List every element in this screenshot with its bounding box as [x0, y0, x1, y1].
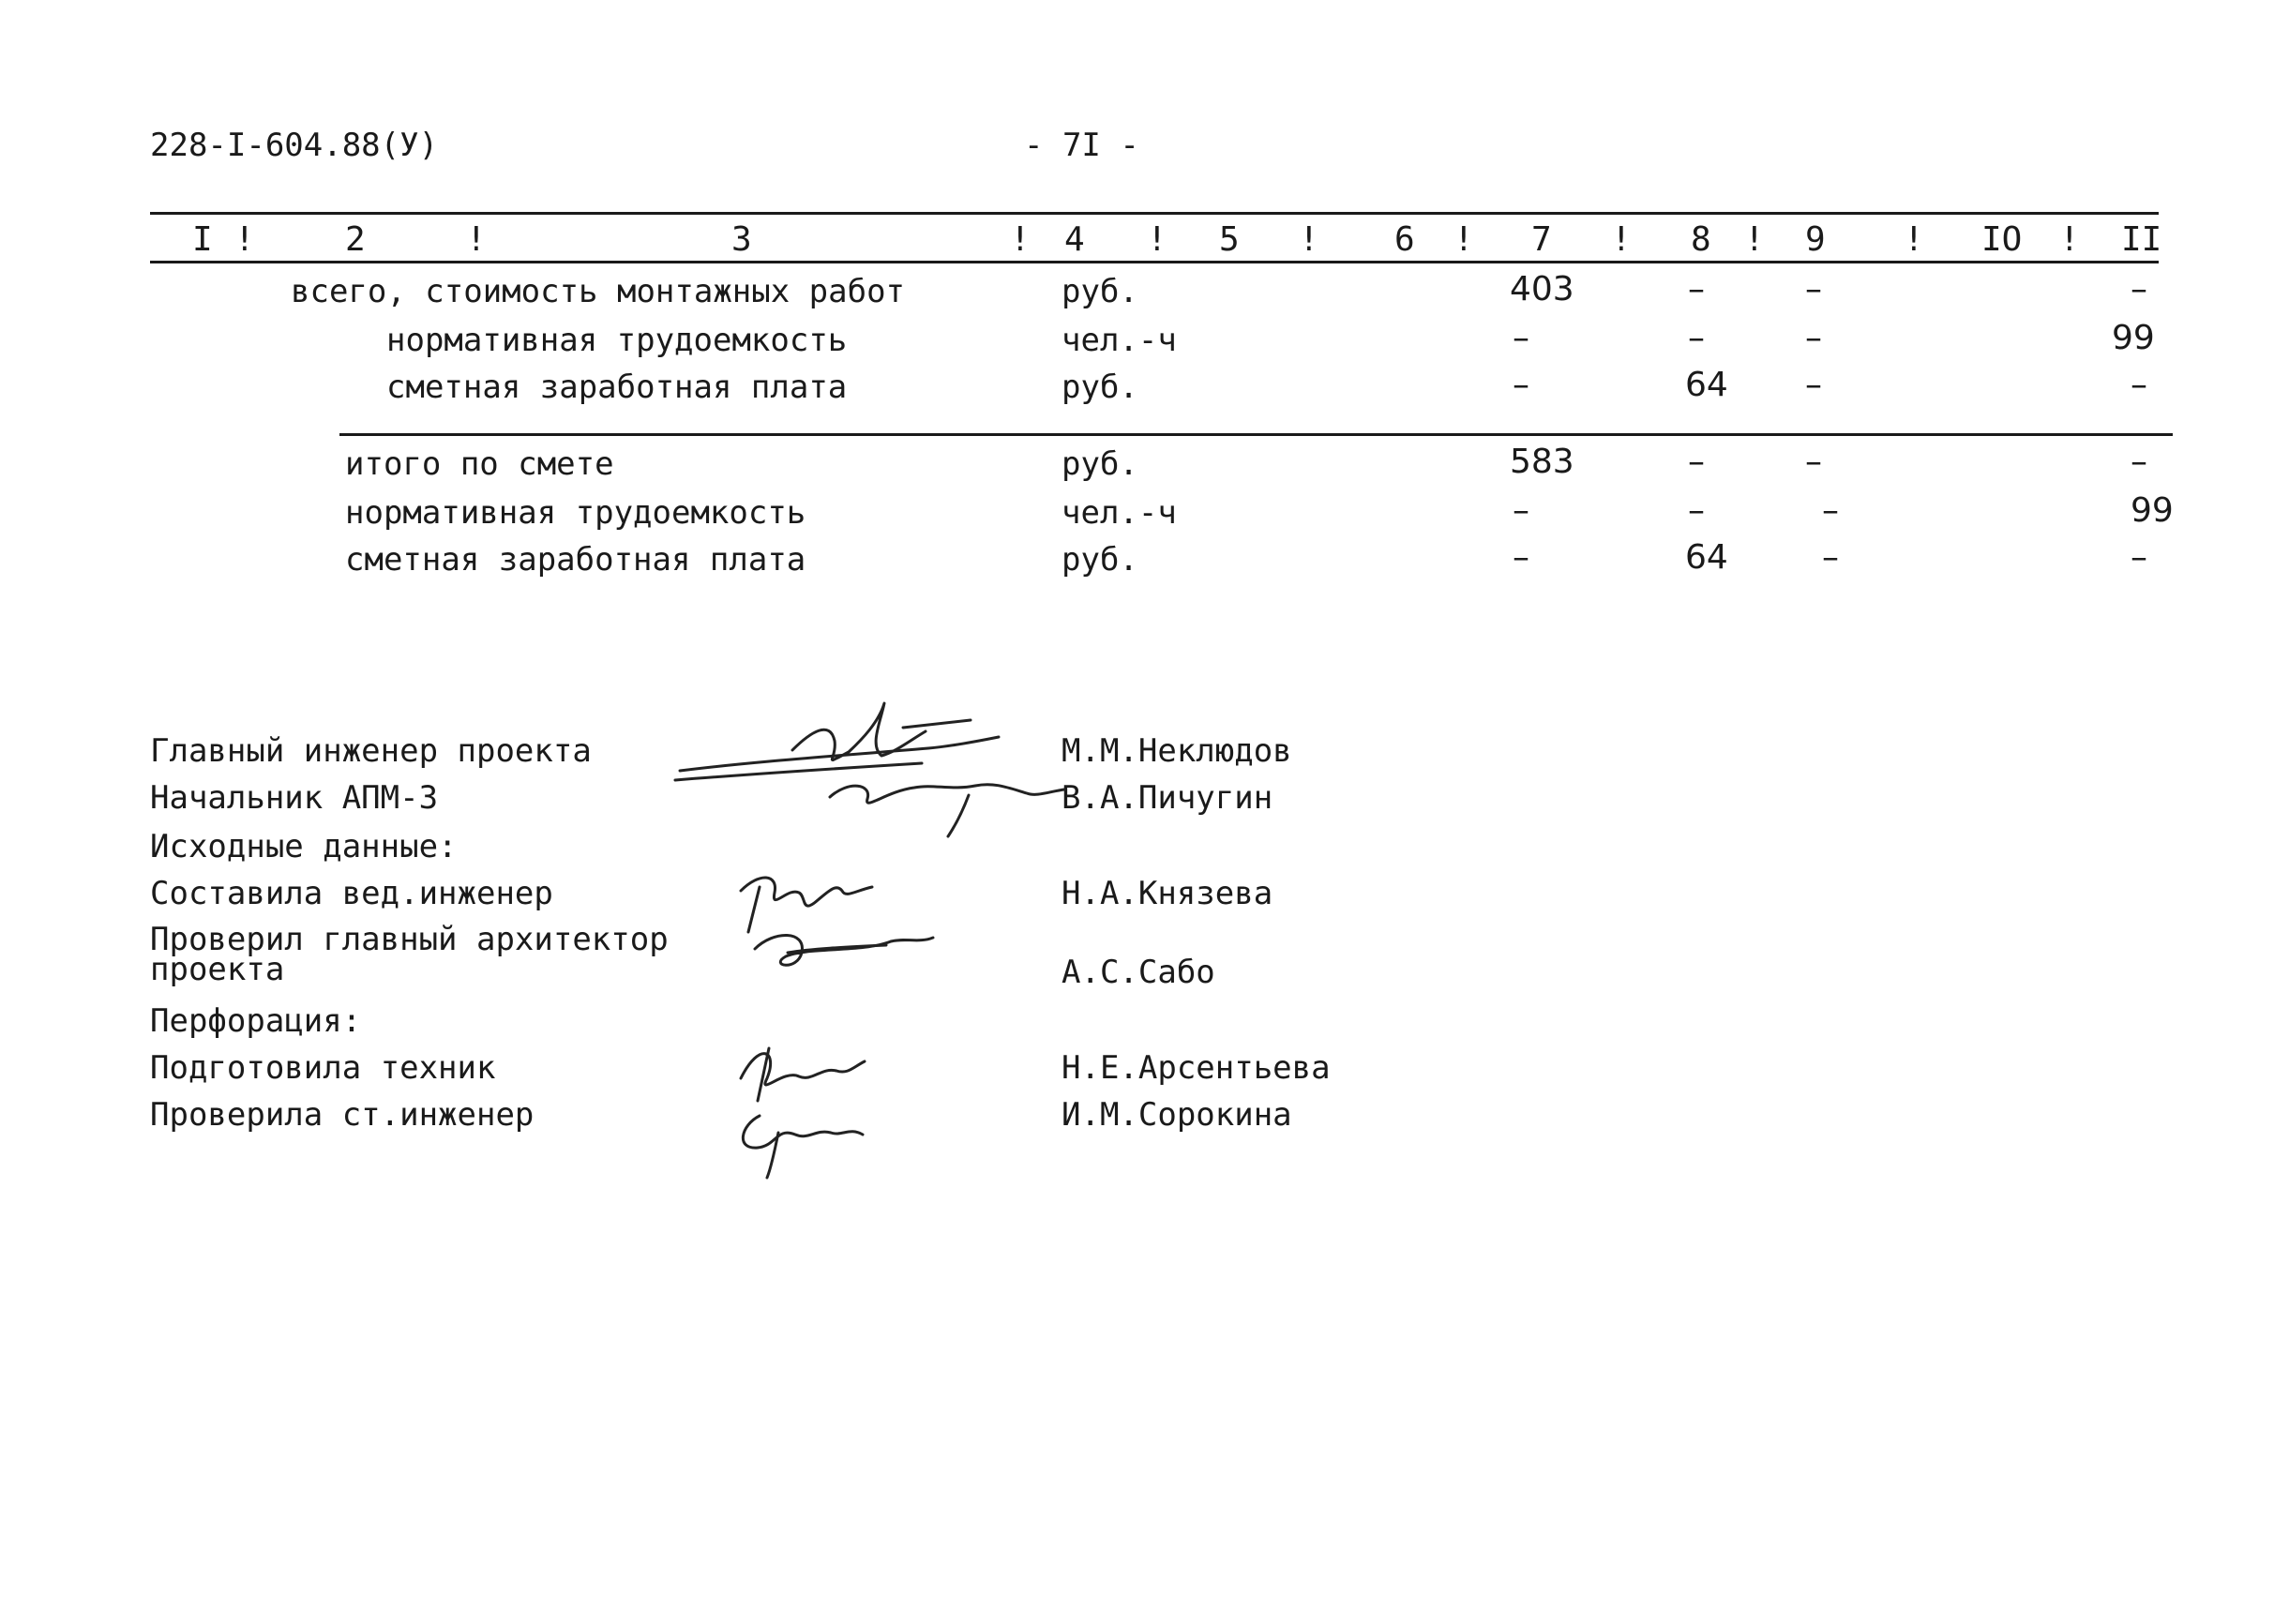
row-label: нормативная трудоемкость	[345, 494, 806, 532]
cell-col8: 64	[1685, 538, 1728, 577]
cell-col8: –	[1688, 270, 1705, 308]
col-header-3: 3	[731, 220, 752, 259]
col-separator: !	[234, 220, 255, 259]
section-heading: Перфорация:	[150, 1002, 362, 1040]
cell-col7: –	[1513, 491, 1529, 530]
col-header-5: 5	[1219, 220, 1240, 259]
signature-role: Составила вед.инженер	[150, 875, 553, 912]
row-unit: чел.-ч	[1062, 322, 1177, 359]
handwritten-signature-neklyudov-pichugin	[670, 694, 1083, 844]
table-header-bottom-rule	[150, 261, 2159, 263]
col-separator: !	[466, 220, 487, 259]
signature-name: Н.Е.Арсентьева	[1062, 1049, 1331, 1087]
cell-col9: –	[1805, 366, 1822, 404]
section-separator-rule	[339, 433, 2173, 436]
signature-name: И.М.Сорокина	[1062, 1096, 1292, 1134]
col-separator: !	[1453, 220, 1474, 259]
page-number: - 7I -	[1024, 127, 1139, 164]
cell-col7: –	[1513, 538, 1529, 577]
cell-col8: –	[1688, 319, 1705, 357]
signature-name: В.А.Пичугин	[1062, 779, 1273, 817]
signature-role: Подготовила техник	[150, 1049, 496, 1087]
signature-name: Н.А.Князева	[1062, 875, 1273, 912]
cell-col9: –	[1805, 270, 1822, 308]
col-separator: !	[1904, 220, 1924, 259]
row-label: всего, стоимость монтажных работ	[291, 273, 906, 310]
table-top-rule	[150, 212, 2159, 215]
col-header-6: 6	[1394, 220, 1415, 259]
handwritten-signature-arsenteva-sorokina	[722, 1030, 891, 1180]
col-separator: !	[1611, 220, 1632, 259]
cell-col11: –	[2131, 270, 2147, 308]
cell-col9: –	[1805, 319, 1822, 357]
cell-col9: –	[1822, 491, 1839, 530]
col-separator: !	[1744, 220, 1765, 259]
signature-role: Проверила ст.инженер	[150, 1096, 535, 1134]
col-separator: !	[1147, 220, 1167, 259]
cell-col7: –	[1513, 319, 1529, 357]
section-heading: Исходные данные:	[150, 828, 458, 865]
cell-col8: –	[1688, 443, 1705, 481]
signature-name: М.М.Неклюдов	[1062, 732, 1292, 770]
cell-col9: –	[1822, 538, 1839, 577]
row-label: нормативная трудоемкость	[386, 322, 848, 359]
row-unit: руб.	[1062, 273, 1138, 310]
cell-col8: 64	[1685, 366, 1728, 404]
cell-col11: 99	[2112, 319, 2155, 357]
cell-col9: –	[1805, 443, 1822, 481]
cell-col7: 583	[1510, 443, 1574, 481]
cell-col11: –	[2131, 366, 2147, 404]
col-separator: !	[1299, 220, 1319, 259]
cell-col11: 99	[2131, 491, 2174, 530]
col-header-7: 7	[1531, 220, 1552, 259]
col-separator: !	[2059, 220, 2080, 259]
col-header-2: 2	[345, 220, 366, 259]
col-header-10: IO	[1981, 220, 2023, 259]
col-header-9: 9	[1805, 220, 1826, 259]
cell-col11: –	[2131, 443, 2147, 481]
col-header-8: 8	[1691, 220, 1711, 259]
row-unit: руб.	[1062, 445, 1138, 483]
col-header-11: II	[2121, 220, 2162, 259]
col-header-4: 4	[1064, 220, 1085, 259]
signature-role: Проверил главный архитектор проекта	[150, 921, 669, 988]
col-header-1: I	[192, 220, 213, 259]
row-label: сметная заработная плата	[386, 368, 848, 406]
cell-col11: –	[2131, 538, 2147, 577]
handwritten-signature-knyazeva-sabo	[731, 863, 938, 994]
document-code: 228-I-604.88(У)	[150, 127, 439, 164]
row-unit: руб.	[1062, 541, 1138, 579]
row-label: итого по смете	[345, 445, 614, 483]
cell-col7: –	[1513, 366, 1529, 404]
cell-col8: –	[1688, 491, 1705, 530]
signature-role: Главный инженер проекта	[150, 732, 592, 770]
row-unit: руб.	[1062, 368, 1138, 406]
signature-role: Начальник АПМ-3	[150, 779, 439, 817]
row-label: сметная заработная плата	[345, 541, 806, 579]
col-separator: !	[1010, 220, 1031, 259]
row-unit: чел.-ч	[1062, 494, 1177, 532]
cell-col7: 403	[1510, 270, 1574, 308]
signature-name: А.С.Сабо	[1062, 954, 1215, 991]
